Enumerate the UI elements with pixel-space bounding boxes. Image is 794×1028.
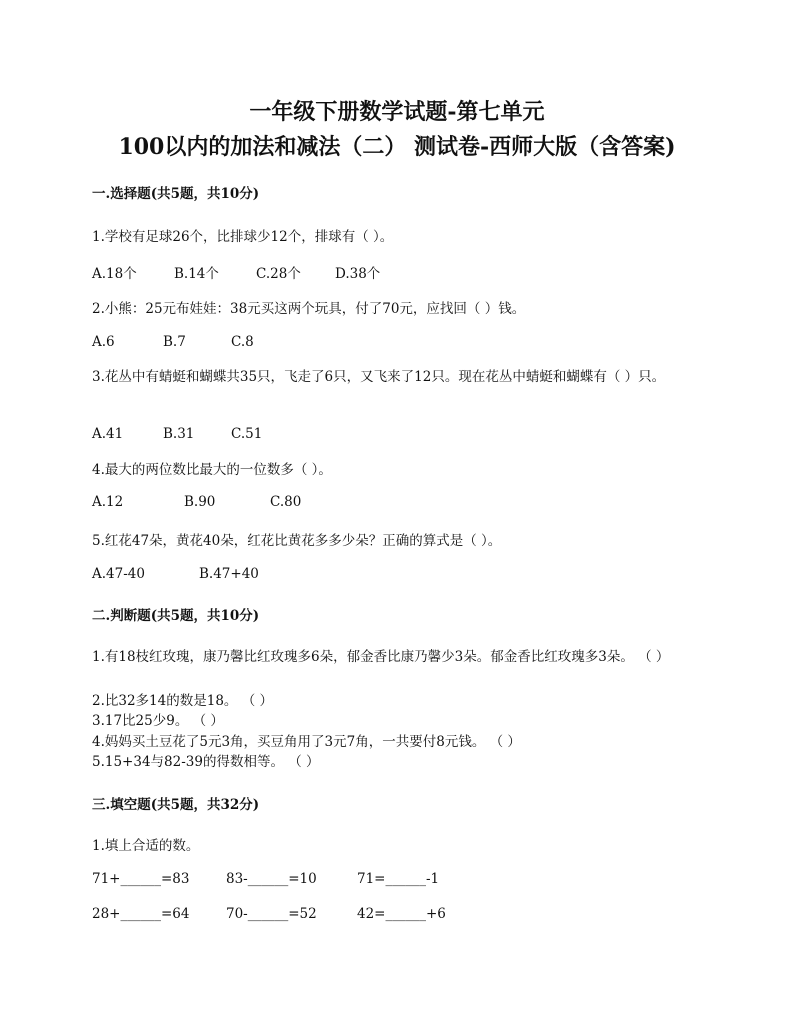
choice-1-option-c: C.28个 bbox=[256, 266, 301, 282]
choice-question-1: 1.学校有足球26个，比排球少12个，排球有（ ）。 bbox=[92, 229, 394, 245]
fill-item: 42=______+6 bbox=[357, 906, 446, 922]
choice-5-option-b: B.47+40 bbox=[199, 566, 259, 582]
choice-4-option-c: C.80 bbox=[270, 494, 302, 510]
choice-1-option-a: A.18个 bbox=[92, 266, 137, 282]
fill-question-1: 1.填上合适的数。 bbox=[92, 838, 200, 854]
choice-5-option-a: A.47-40 bbox=[92, 566, 145, 582]
choice-question-2: 2.小熊：25元布娃娃：38元买这两个玩具，付了70元，应找回（ ）钱。 bbox=[92, 301, 526, 317]
choice-2-option-c: C.8 bbox=[231, 334, 254, 350]
section-heading-choice: 一.选择题(共5题，共10分) bbox=[92, 186, 260, 202]
choice-4-option-b: B.90 bbox=[184, 494, 216, 510]
choice-3-option-a: A.41 bbox=[92, 426, 124, 442]
judge-question-1: 1.有18枝红玫瑰，康乃馨比红玫瑰多6朵，郁金香比康乃馨少3朵。郁金香比红玫瑰多3朵。 （ ） bbox=[92, 649, 670, 665]
section-heading-judge: 二.判断题(共5题，共10分) bbox=[92, 608, 260, 624]
judge-question-3: 3.17比25少9。 （ ） bbox=[92, 713, 224, 729]
judge-question-2: 2.比32多14的数是18。 （ ） bbox=[92, 693, 273, 709]
page-subtitle: 100以内的加法和减法（二） 测试卷-西师大版（含答案) bbox=[118, 134, 676, 160]
choice-question-3: 3.花丛中有蜻蜓和蝴蝶共35只，飞走了6只，又飞来了12只。现在花丛中蜻蜓和蝴蝶有（ ）只。 bbox=[92, 369, 666, 385]
choice-1-option-d: D.38个 bbox=[335, 266, 381, 282]
choice-3-option-c: C.51 bbox=[231, 426, 263, 442]
judge-question-4: 4.妈妈买土豆花了5元3角，买豆角用了3元7角，一共要付8元钱。 （ ） bbox=[92, 734, 521, 750]
choice-2-option-a: A.6 bbox=[92, 334, 115, 350]
fill-item: 28+______=64 bbox=[92, 906, 190, 922]
fill-item: 71+______=83 bbox=[92, 871, 190, 887]
choice-question-4: 4.最大的两位数比最大的一位数多（ ）。 bbox=[92, 462, 332, 478]
choice-1-option-b: B.14个 bbox=[174, 266, 219, 282]
choice-question-5: 5.红花47朵，黄花40朵，红花比黄花多多少朵？正确的算式是（ ）。 bbox=[92, 533, 502, 549]
fill-item: 83-______=10 bbox=[226, 871, 317, 887]
choice-3-option-b: B.31 bbox=[163, 426, 195, 442]
fill-item: 70-______=52 bbox=[226, 906, 317, 922]
judge-question-5: 5.15+34与82-39的得数相等。 （ ） bbox=[92, 754, 320, 770]
choice-2-option-b: B.7 bbox=[163, 334, 186, 350]
choice-4-option-a: A.12 bbox=[92, 494, 124, 510]
section-heading-fill: 三.填空题(共5题，共32分) bbox=[92, 797, 260, 813]
fill-item: 71=______-1 bbox=[357, 871, 440, 887]
page-title: 一年级下册数学试题-第七单元 bbox=[249, 99, 545, 125]
